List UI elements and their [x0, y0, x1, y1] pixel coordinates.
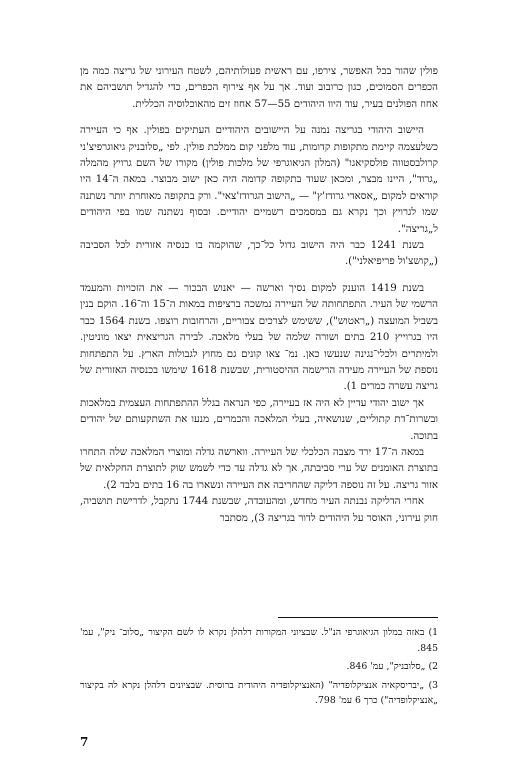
paragraph: פולין שהור בכל האפשר, צירפו, עם ראשית פעולותיהם, לשטח העירוני של גריצה כמה מן הכפרים הסמוכים, כגון כרובוב ועוד. אך על אף צירוף הכפרים, כדי להגדיל תושביהם את אחוז הפולנים בעיר, עוד היוו היהודים 55—57 אחוז זים מהאוכלוסיה הכללית.	[80, 66, 438, 110]
footnote: 2) „סלובניק", עמ' 846.	[346, 661, 438, 672]
footnote: 3) „יבריסקאיה אנציקלופדיה" (האנציקלופדיה היהודית ברוסית. שבציונים דלהלן נקרא לה בקיצור „אנציקלופדיה") כרך 6 עמ' 798.	[80, 679, 438, 706]
paragraph: בשנת 1419 הוענק למקום נסיך וארשה — יאנוש הבכור — את הזכויות והמעמד הרשמי של העיר. התפתחותה של העיירה נמשכה ברציפות במאות ה־15 וה־16. הוקם בנין בשביל המועצה („ראטוש"), ששימש לצרכים צבוריים, והרחובות רוצפו. בשנת 1564 כבר היו בגרוייץ 210 בתים ושורה שלמה של בעלי מלאכה. לבירה הגריצאית יצאו מוניטין. ולמיתרים ולכלי־נגינה שנעשו כאן. נמ־ צאו קונים גם מחוץ לגבולות הארץ. על התפתחות נוספת של העיירה מעידה הרישמה ההיסטורית, שבשנת 1618 שימשו בכנסיה האזורית של גריצה עשרה כמרים 1).	[80, 282, 439, 393]
main-text	[80, 64, 438, 527]
page-number: 7	[80, 735, 89, 749]
footnotes	[80, 625, 438, 712]
paragraph: היישוב היהודי בגריצה נמנה על היישובים היהודיים העתיקים בפולין. אף כי העיירה כשלעצמה קיימת מתקופות קדומות, עוד מלפני קום ממלכת פולין. לפי „סלובניק גיאוגרפיצ'ני קרולבסטווה פולסקיאגו" (המלון הגיאוגרפי של מלכות פולין) מקורו של השם גרויץ מהמלה „גרוד", היינו מבצר, ומכאן שעוד בתקופה קדומה היה כאן ישוב מבוצר. במאה ה־14 היו קוראים למקום „אסאדי גרודז'ץ" — „הישוב הגרודז'צאי". ורק בתקופה מאוחרת יותר נשתנה שמו לגרויץ וכך נקרא גם במסמכים רשמיים יהודיים. ובסוף נשתנה שמו בפי היהודים ל„גריצה".	[80, 125, 438, 235]
paragraph: אחרי הדליקה נבנתה העיר מחדש, ומהעובדה, שבשנת 1744 נתקבל, לדרישת תושביה, חוק עירוני, האוסר על היהודים לדור בגריצה 3), מסתבר	[80, 496, 438, 524]
paragraph: בשנת 1241 כבר היה הישוב גדול כל־כך, שהוקמה בו כנסיה אזורית לכל הסביבה („קושצ'ול פריפיאלני").	[80, 240, 438, 268]
paragraph: במאה ה־17 ירד מצבה הכלכלי של העיירה. ווארשה גדלה ומוצרי המלאכה שלה התחרו בתוצרת האומנים של ערי סביבתה, אך לא גדלה עד כדי לשמש שוק לתוצרת החקלאית של אזור גריצה. על זה נוספה דליקה שהחריבה את העיירה ונשארו בה 16 בתים בלבד 2).	[80, 446, 438, 491]
paragraph: אך ישוב יהודי עדיין לא היה אז בעיירה, כפי הנראה בגלל ההתפתחות העצמית במלאכות ובשרות־דת קתוליים, שנושאיה, בעלי המלאכה והכמרים, מנעו את השתקעותם של יהודים בתוכה.	[80, 397, 438, 442]
footnote: 1) באזה במלון הגיאוגרפי הנ"ל. שבציוני המקורות דלהלן נקרא לו לשם הקיצור „סלוב־ ניק", עמ' 845.	[80, 627, 438, 654]
footnote-divider	[278, 617, 438, 618]
